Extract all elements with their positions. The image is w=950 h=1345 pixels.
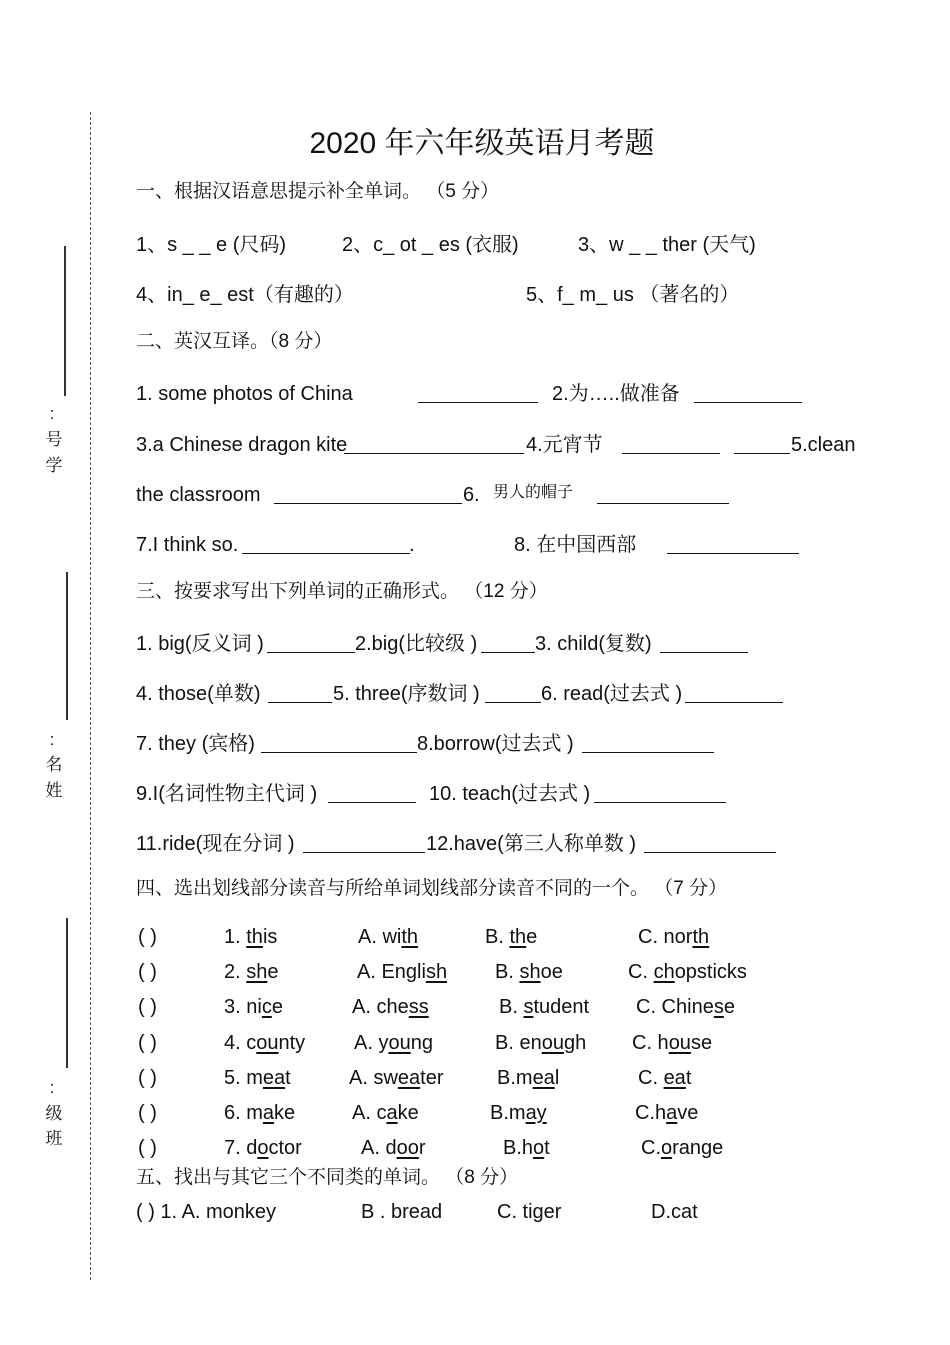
s4-q2-c-post: opsticks bbox=[674, 961, 747, 983]
s4-q5-option-b bbox=[497, 1065, 559, 1091]
s2-q3: 3.a Chinese dragon kite bbox=[136, 434, 348, 456]
s4-q1-stem bbox=[224, 924, 277, 950]
s4-q2-number: 2. bbox=[224, 961, 247, 983]
s4-q4-a-pre: A. y bbox=[354, 1032, 389, 1054]
s1-q5: 5、f_ m_ us （著名的） bbox=[526, 284, 740, 306]
s4-q7-word-ul: o bbox=[257, 1137, 269, 1159]
s4-q3-word-ul: c bbox=[261, 996, 272, 1018]
s4-q6-a-pre: A. c bbox=[352, 1102, 387, 1124]
s4-q6-a-post: ke bbox=[397, 1102, 419, 1124]
s4-q2-option-b bbox=[495, 959, 563, 985]
s4-q6-option-a bbox=[352, 1100, 419, 1126]
section-1-heading: 一、根据汉语意思提示补全单词。 （5 分） bbox=[136, 181, 500, 202]
s4-q4-number: 4. bbox=[224, 1032, 247, 1054]
s3-q7-blank[interactable] bbox=[261, 734, 417, 753]
s4-q5-a-pre: A. sw bbox=[349, 1067, 398, 1089]
s4-q2-b-pre: B. bbox=[495, 961, 520, 983]
s4-q1-option-a bbox=[358, 924, 418, 950]
s3-q10: 10. teach(过去式 ) bbox=[429, 783, 591, 805]
s4-q5-b-pre: B.m bbox=[497, 1067, 533, 1089]
s4-q6-b-pre: B.m bbox=[490, 1102, 526, 1124]
s4-q7-option-b bbox=[503, 1135, 550, 1161]
s4-q4-c-post: se bbox=[690, 1032, 713, 1054]
s4-q1-number: 1. bbox=[224, 926, 247, 948]
s1-q3: 3、w _ _ ther (天气) bbox=[578, 234, 756, 256]
s4-q6-a-ul: a bbox=[386, 1102, 398, 1124]
s4-q2-b-post: oe bbox=[540, 961, 563, 983]
s4-q1-answer-paren[interactable]: ( ) bbox=[138, 926, 157, 948]
s4-q6-word-pre: m bbox=[246, 1102, 263, 1124]
s4-q7-c-ul: o bbox=[661, 1137, 673, 1159]
s4-q4-b-ul: ou bbox=[541, 1032, 564, 1054]
margin-line-1 bbox=[64, 246, 66, 396]
s4-q2-b-ul: sh bbox=[519, 961, 541, 983]
s2-q8-blank[interactable] bbox=[667, 535, 799, 554]
s4-q2-c-pre: C. bbox=[628, 961, 654, 983]
s5-q1-stem: ( ) 1. A. monkey bbox=[136, 1201, 277, 1223]
s2-q5-blank[interactable] bbox=[734, 435, 790, 454]
s4-q4-option-c bbox=[632, 1030, 712, 1056]
s4-q2-stem bbox=[224, 959, 279, 985]
s4-q6-word-ul: a bbox=[262, 1102, 275, 1124]
s4-q2-option-a bbox=[357, 959, 447, 985]
s3-q6: 6. read(过去式 ) bbox=[541, 683, 683, 705]
s4-q1-option-b bbox=[485, 924, 537, 950]
s4-q2-a-ul: sh bbox=[425, 961, 448, 983]
s5-q1-option-d: D.cat bbox=[651, 1201, 698, 1223]
s4-q7-a-post: r bbox=[418, 1137, 426, 1159]
s4-q3-b-pre: B. bbox=[499, 996, 524, 1018]
xuehao-colon: : bbox=[49, 404, 55, 423]
s2-q3-blank[interactable] bbox=[344, 435, 524, 454]
s4-q7-number: 7. bbox=[224, 1137, 247, 1159]
s4-q6-number: 6. bbox=[224, 1102, 247, 1124]
s3-q9-blank[interactable] bbox=[328, 784, 416, 803]
s3-q11: 11.ride(现在分词 ) bbox=[136, 833, 295, 855]
s2-q8: 8. 在中国西部 bbox=[514, 534, 637, 556]
s4-q5-number: 5. bbox=[224, 1067, 247, 1089]
section-4-heading: 四、选出划线部分读音与所给单词划线部分读音不同的一个。 （7 分） bbox=[136, 878, 728, 899]
s4-q4-a-ul: ou bbox=[388, 1032, 411, 1054]
s3-q5-blank[interactable] bbox=[485, 684, 541, 703]
s4-q7-c-pre: C. bbox=[641, 1137, 661, 1159]
s4-q4-a-post: ng bbox=[410, 1032, 433, 1054]
s4-q5-option-a bbox=[349, 1065, 444, 1091]
s4-q5-b-ul: ea bbox=[532, 1067, 555, 1089]
xuehao-char-2: 学 bbox=[45, 456, 63, 475]
s4-q5-word-pre: m bbox=[246, 1067, 263, 1089]
s2-q2: 2.为…..做准备 bbox=[552, 383, 680, 405]
s4-q7-b-pre: B.h bbox=[503, 1137, 534, 1159]
s4-q2-option-c bbox=[628, 959, 747, 985]
xingming-colon: : bbox=[49, 730, 55, 749]
section-5-heading: 五、找出与其它三个不同类的单词。 （8 分） bbox=[136, 1167, 519, 1188]
s4-q6-answer-paren[interactable]: ( ) bbox=[138, 1102, 157, 1124]
s4-q5-c-pre: C. bbox=[638, 1067, 664, 1089]
margin-line-3 bbox=[66, 918, 68, 1068]
s4-q3-b-ul: s bbox=[523, 996, 534, 1018]
s4-q3-answer-paren[interactable]: ( ) bbox=[138, 996, 157, 1018]
s4-q4-word-pre: c bbox=[246, 1032, 257, 1054]
s2-q6-num: 6. bbox=[463, 484, 480, 506]
s4-q2-word-post: e bbox=[267, 961, 279, 983]
s4-q2-answer-paren[interactable]: ( ) bbox=[138, 961, 157, 983]
margin-line-2 bbox=[66, 572, 68, 720]
banji-char-1: 级 bbox=[45, 1104, 63, 1123]
s2-q2-blank[interactable] bbox=[694, 384, 802, 403]
s3-q12-blank[interactable] bbox=[644, 834, 776, 853]
s4-q3-option-c bbox=[636, 994, 735, 1020]
s4-q6-word-post: ke bbox=[274, 1102, 296, 1124]
s4-q7-option-c bbox=[641, 1135, 723, 1161]
s3-q12: 12.have(第三人称单数 ) bbox=[426, 833, 637, 855]
s1-q4: 4、in_ e_ est（有趣的） bbox=[136, 284, 354, 306]
s4-q5-stem bbox=[224, 1065, 291, 1091]
s4-q7-c-post: range bbox=[672, 1137, 724, 1159]
s4-q2-word-ul: sh bbox=[246, 961, 268, 983]
s2-q5: 5.clean bbox=[791, 434, 856, 456]
xingming-char-2: 姓 bbox=[45, 781, 63, 800]
s4-q6-b-ul: ay bbox=[525, 1102, 547, 1124]
s4-q3-word-post: e bbox=[271, 996, 283, 1018]
s4-q6-c-post: ve bbox=[677, 1102, 699, 1124]
s2-q7-period: . bbox=[409, 534, 415, 556]
s4-q7-b-ul: o bbox=[533, 1137, 545, 1159]
s4-q4-b-pre: B. en bbox=[495, 1032, 542, 1054]
s4-q5-word-post: t bbox=[285, 1067, 291, 1089]
s1-q2: 2、c_ ot _ es (衣服) bbox=[342, 234, 519, 256]
banji-char-2: 班 bbox=[45, 1129, 63, 1148]
s1-q1: 1、s _ _ e (尺码) bbox=[136, 234, 287, 256]
s4-q4-c-ul: ou bbox=[668, 1032, 691, 1054]
s4-q7-b-post: t bbox=[544, 1137, 550, 1159]
s3-q5: 5. three(序数词 ) bbox=[333, 683, 480, 705]
s4-q7-word-post: ctor bbox=[268, 1137, 302, 1159]
s4-q7-a-ul: oo bbox=[396, 1137, 419, 1159]
s4-q3-number: 3. bbox=[224, 996, 247, 1018]
s4-q7-word-pre: d bbox=[246, 1137, 258, 1159]
s4-q2-a-pre: A. Engli bbox=[357, 961, 426, 983]
s3-q8-blank[interactable] bbox=[582, 734, 714, 753]
s4-q2-c-ul: ch bbox=[653, 961, 675, 983]
s4-q4-c-pre: C. h bbox=[632, 1032, 669, 1054]
s4-q6-option-c bbox=[635, 1100, 698, 1126]
s4-q3-c-ul: s bbox=[713, 996, 724, 1018]
s4-q6-c-pre: C.h bbox=[635, 1102, 667, 1124]
s4-q5-a-ul: ea bbox=[397, 1067, 421, 1089]
s4-q7-option-a bbox=[361, 1135, 426, 1161]
s4-q1-b-ul: th bbox=[509, 926, 527, 948]
s2-q6-blank[interactable] bbox=[597, 485, 729, 504]
s4-q3-a-ul: ss bbox=[408, 996, 429, 1018]
banji-colon: : bbox=[49, 1078, 55, 1097]
s4-q3-stem bbox=[224, 994, 283, 1020]
s4-q5-word-ul: ea bbox=[262, 1067, 286, 1089]
s4-q1-b-pre: B. bbox=[485, 926, 510, 948]
s3-q7: 7. they (宾格) bbox=[136, 733, 255, 755]
s4-q1-b-post: e bbox=[526, 926, 538, 948]
s4-q3-c-pre: C. Chine bbox=[636, 996, 714, 1018]
section-3-heading: 三、按要求写出下列单词的正确形式。 （12 分） bbox=[136, 581, 548, 602]
section-2-heading: 二、英汉互译。（8 分） bbox=[136, 331, 333, 352]
s2-q7: 7.I think so. bbox=[136, 534, 239, 556]
s3-q3-blank[interactable] bbox=[660, 634, 748, 653]
s4-q4-stem bbox=[224, 1030, 305, 1056]
s5-q1-option-c: C. tiger bbox=[497, 1201, 562, 1223]
s4-q1-c-pre: C. nor bbox=[638, 926, 693, 948]
s4-q1-a-ul: th bbox=[401, 926, 419, 948]
s3-q9: 9.I(名词性物主代词 ) bbox=[136, 783, 318, 805]
binding-dashed-line bbox=[90, 112, 91, 1280]
s4-q5-c-ul: ea bbox=[663, 1067, 686, 1089]
s4-q5-answer-paren[interactable]: ( ) bbox=[138, 1067, 157, 1089]
s4-q3-option-a bbox=[352, 994, 429, 1020]
s2-q5-cont-blank[interactable] bbox=[274, 485, 462, 504]
s3-q1-blank[interactable] bbox=[267, 634, 355, 653]
s4-q1-c-ul: th bbox=[692, 926, 710, 948]
s3-q4-blank[interactable] bbox=[268, 684, 332, 703]
s3-q1: 1. big(反义词 ) bbox=[136, 633, 264, 655]
s2-q7-blank[interactable] bbox=[242, 535, 410, 554]
s2-q5-cont: the classroom bbox=[136, 484, 261, 506]
s2-q6: 男人的帽子 bbox=[493, 484, 574, 501]
s4-q4-word-post: nty bbox=[278, 1032, 306, 1054]
s4-q4-answer-paren[interactable]: ( ) bbox=[138, 1032, 157, 1054]
s2-q1: 1. some photos of China bbox=[136, 383, 353, 405]
s4-q3-a-pre: A. che bbox=[352, 996, 409, 1018]
s4-q5-c-post: t bbox=[685, 1067, 692, 1089]
s3-q2: 2.big(比较级 ) bbox=[355, 633, 478, 655]
s4-q6-stem bbox=[224, 1100, 295, 1126]
s4-q1-option-c bbox=[638, 924, 709, 950]
s3-q6-blank[interactable] bbox=[685, 684, 783, 703]
s4-q1-word-ul: th bbox=[246, 926, 263, 948]
s4-q5-a-post: ter bbox=[420, 1067, 444, 1089]
s3-q8: 8.borrow(过去式 ) bbox=[417, 733, 574, 755]
s4-q5-b-post: l bbox=[554, 1067, 560, 1089]
xingming-char-1: 名 bbox=[45, 755, 63, 774]
s4-q7-stem bbox=[224, 1135, 302, 1161]
s3-q11-blank[interactable] bbox=[303, 834, 425, 853]
s4-q3-c-post: e bbox=[723, 996, 735, 1018]
s4-q6-c-ul: a bbox=[666, 1102, 678, 1124]
s4-q1-word-post: is bbox=[262, 926, 278, 948]
s4-q7-answer-paren[interactable]: ( ) bbox=[138, 1137, 157, 1159]
s4-q4-b-post: gh bbox=[563, 1032, 587, 1054]
s4-q3-word-pre: ni bbox=[246, 996, 262, 1018]
s3-q2-blank[interactable] bbox=[481, 634, 535, 653]
s4-q7-a-pre: A. d bbox=[361, 1137, 397, 1159]
s2-q4-blank[interactable] bbox=[622, 435, 720, 454]
s2-q1-blank[interactable] bbox=[418, 384, 538, 403]
s4-q4-option-a bbox=[354, 1030, 433, 1056]
s4-q3-option-b bbox=[499, 994, 589, 1020]
s3-q3: 3. child(复数) bbox=[535, 633, 652, 655]
s5-q1-option-b: B . bread bbox=[361, 1201, 443, 1223]
s4-q1-a-pre: A. wi bbox=[358, 926, 402, 948]
s4-q3-b-post: tudent bbox=[533, 996, 590, 1018]
s2-q4: 4.元宵节 bbox=[526, 434, 603, 456]
s4-q4-option-b bbox=[495, 1030, 586, 1056]
s3-q4: 4. those(单数) bbox=[136, 683, 261, 705]
s4-q6-option-b bbox=[490, 1100, 547, 1126]
s4-q4-word-ul: ou bbox=[256, 1032, 279, 1054]
s4-q5-option-c bbox=[638, 1065, 691, 1091]
s3-q10-blank[interactable] bbox=[594, 784, 726, 803]
xuehao-char-1: 号 bbox=[45, 430, 63, 449]
page-title: 2020 年六年级英语月考题 bbox=[309, 127, 655, 160]
